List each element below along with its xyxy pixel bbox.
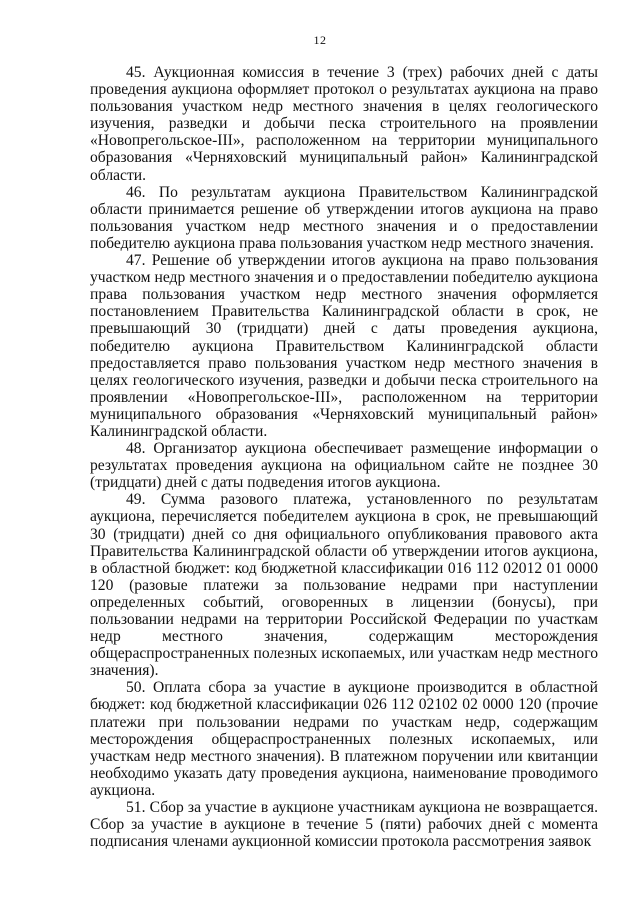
paragraph-51: 51. Сбор за участие в аукционе участникам аукциона не возвращается. Сбор за участие в аукционе в течение 5 (пяти) рабочих дней с момента подписания членами аукционной комиссии протокола рассмотрения заявок [90, 799, 598, 851]
paragraph-45: 45. Аукционная комиссия в течение 3 (трех) рабочих дней с даты проведения аукциона оформляет протокол о результатах аукциона на право пользования участком недр местного значения в целях геологического изучения, разведки и добычи песка строительного на проявлении «Новопрегольское-III», расположенном на территории муниципального образования «Черняховский муниципальный район» Калининградской области. [90, 64, 598, 184]
paragraph-46: 46. По результатам аукциона Правительством Калининградской области принимается решение об утверждении итогов аукциона на право пользования участком недр местного значения и о предоставлении победителю аукциона права пользования участком недр местного значения. [90, 183, 598, 252]
page-number: 12 [313, 33, 327, 47]
paragraph-47: 47. Решение об утверждении итогов аукциона на право пользования участком недр местного значения и о предоставлении победителю аукциона права пользования участком недр местного значения оформляется постановлением Правительства Калининградской области в срок, не превышающий 30 (тридцати) дней с даты проведения аукциона, победителю аукциона Правительством Калининградской области предоставляется право пользования участком недр местного значения в целях геологического изучения, разведки и добычи песка строительного на проявлении «Новопрегольское-III», расположенном на территории муниципального образования «Черняховский муниципальный район» Калининградской области. [90, 252, 598, 440]
paragraph-48: 48. Организатор аукциона обеспечивает размещение информации о результатах проведения аукциона на официальном сайте не позднее 30 (тридцати) дней с даты подведения итогов аукциона. [90, 440, 598, 492]
paragraph-49: 49. Сумма разового платежа, установленного по результатам аукциона, перечисляется победителем аукциона в срок, не превышающий 30 (тридцати) дней со дня официального опубликования правового акта Правительства Калининградской области об утверждении итогов аукциона, в областной бюджет: код бюджетной классификации 016 112 02012 01 0000 120 (разовые платежи за пользование недрами при наступлении определенных событий, оговоренных в лицензии (бонусы), при пользовании недрами на территории Российской Федерации по участкам недр местного значения, содержащим месторождения общераспространенных полезных ископаемых, или участкам недр местного значения). [90, 491, 598, 680]
paragraph-50: 50. Оплата сбора за участие в аукционе производится в областной бюджет: код бюджетной классификации 026 112 02102 02 0000 120 (прочие платежи при пользовании недрами по участкам недр, содержащим месторождения общераспространенных полезных ископаемых, или участкам недр местного значения). В платежном поручении или квитанции необходимо указать дату проведения аукциона, наименование проводимого аукциона. [90, 679, 598, 799]
document-body [90, 64, 598, 850]
